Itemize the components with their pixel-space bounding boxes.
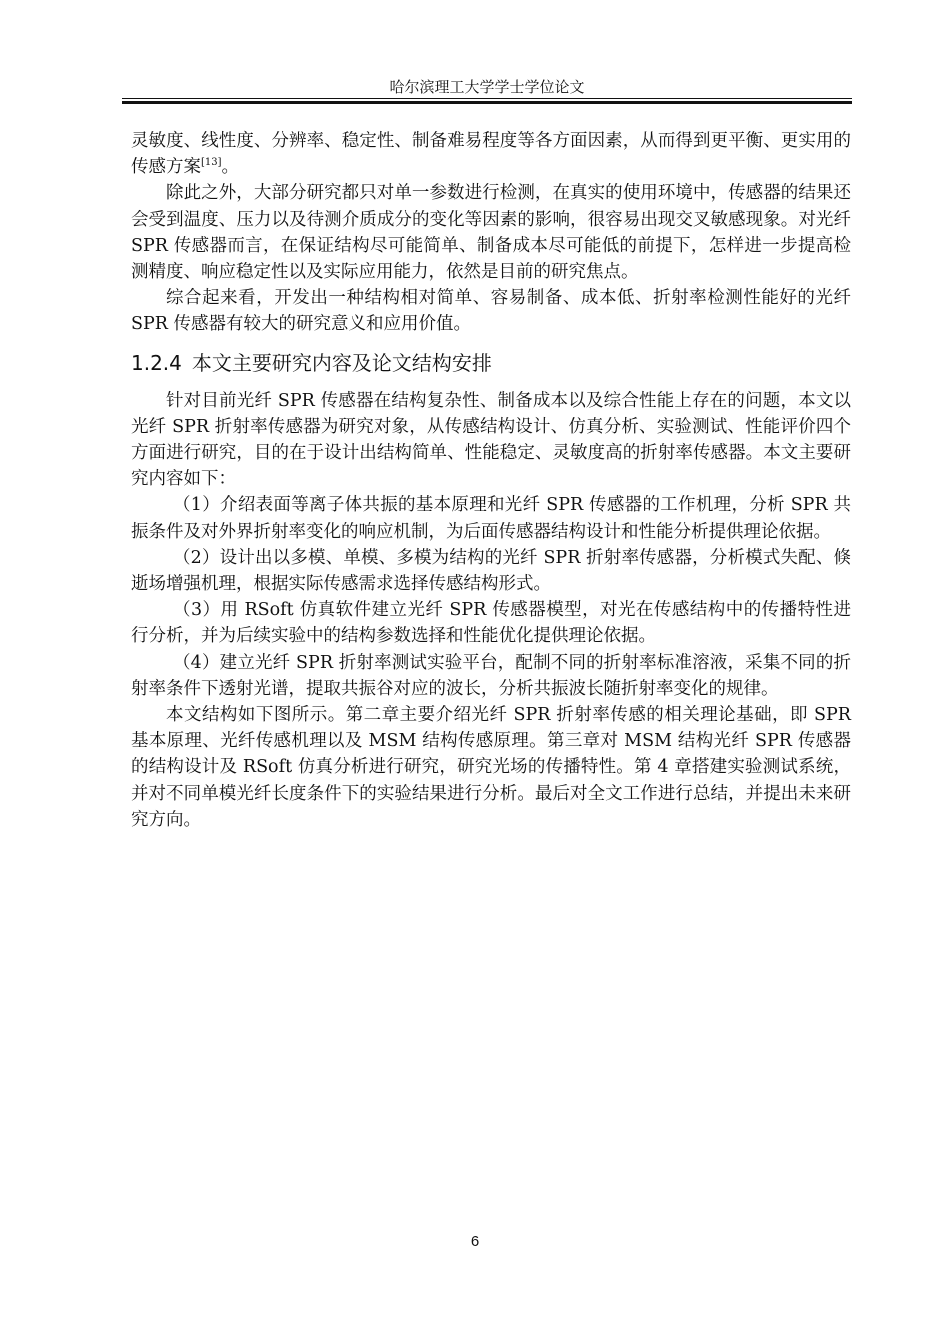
paragraph: 针对目前光纤 SPR 传感器在结构复杂性、制备成本以及综合性能上存在的问题，本文以光纤 SPR 折射率传感器为研究对象，从传感结构设计、仿真分析、实验测试、性能评价四个方面进行研究，目的在于设计出结构简单、性能稳定、灵敏度高的折射率传感器。本文主要研究内容如下： [131,390,851,490]
list-item: （1）介绍表面等离子体共振的基本原理和光纤 SPR 传感器的工作机理，分析 SPR 共振条件及对外界折射率变化的响应机制，为后面传感器结构设计和性能分析提供理论依据。 [131,495,851,542]
section-heading [131,348,851,378]
list-item: （2）设计出以多模、单模、多模为结构的光纤 SPR 折射率传感器，分析模式失配、倏逝场增强机理，根据实际传感需求选择传感结构形式。 [131,547,851,595]
page-body [131,128,851,833]
section-number: 1.2.4 [131,350,182,375]
list-item: （4）建立光纤 SPR 折射率测试实验平台，配制不同的折射率标准溶液，采集不同的折射率条件下透射光谱，提取共振谷对应的波长，分析共振波长随折射率变化的规律。 [131,652,851,699]
header-rule-thick [122,101,852,104]
page-number: 6 [470,1233,480,1250]
paragraph: 除此之外，大部分研究都只对单一参数进行检测，在真实的使用环境中，传感器的结果还会受到温度、压力以及待测介质成分的变化等因素的影响，很容易出现交叉敏感现象。对光纤 SPR 传感器而言，在保证结构尽可能简单、制备成本尽可能低的前提下，怎样进一步提高检测精度、响应稳定性以及实际应用能力，依然是目前的研究焦点。 [131,183,851,283]
running-header: 哈尔滨理工大学学士学位论文 [389,78,585,96]
paragraph: 本文结构如下图所示。第二章主要介绍光纤 SPR 折射率传感的相关理论基础，即 SPR 基本原理、光纤传感机理以及 MSM 结构传感原理。第三章对 MSM 结构光纤 SPR 传感器的结构设计及 RSoft 仿真分析进行研究，研究光场的传播特性。第 4 章搭建实验测试系统，并对不同单模光纤长度条件下的实验结果进行分析。最后对全文工作进行总结，并提出未来研究方向。 [131,705,851,830]
list-item: （3）用 RSoft 仿真软件建立光纤 SPR 传感器模型，对光在传感结构中的传播特性进行分析，并为后续实验中的结构参数选择和性能优化提供理论依据。 [131,600,851,647]
section-title: 本文主要研究内容及论文结构安排 [191,350,492,375]
citation-ref: [13] [201,157,222,169]
paragraph: 灵敏度、线性度、分辨率、稳定性、制备难易程度等各方面因素，从而得到更平衡、更实用的传感方案[13]。 [131,131,851,178]
paragraph: 综合起来看，开发出一种结构相对简单、容易制备、成本低、折射率检测性能好的光纤 SPR 传感器有较大的研究意义和应用价值。 [131,288,851,335]
header-rule-thin [122,98,852,99]
